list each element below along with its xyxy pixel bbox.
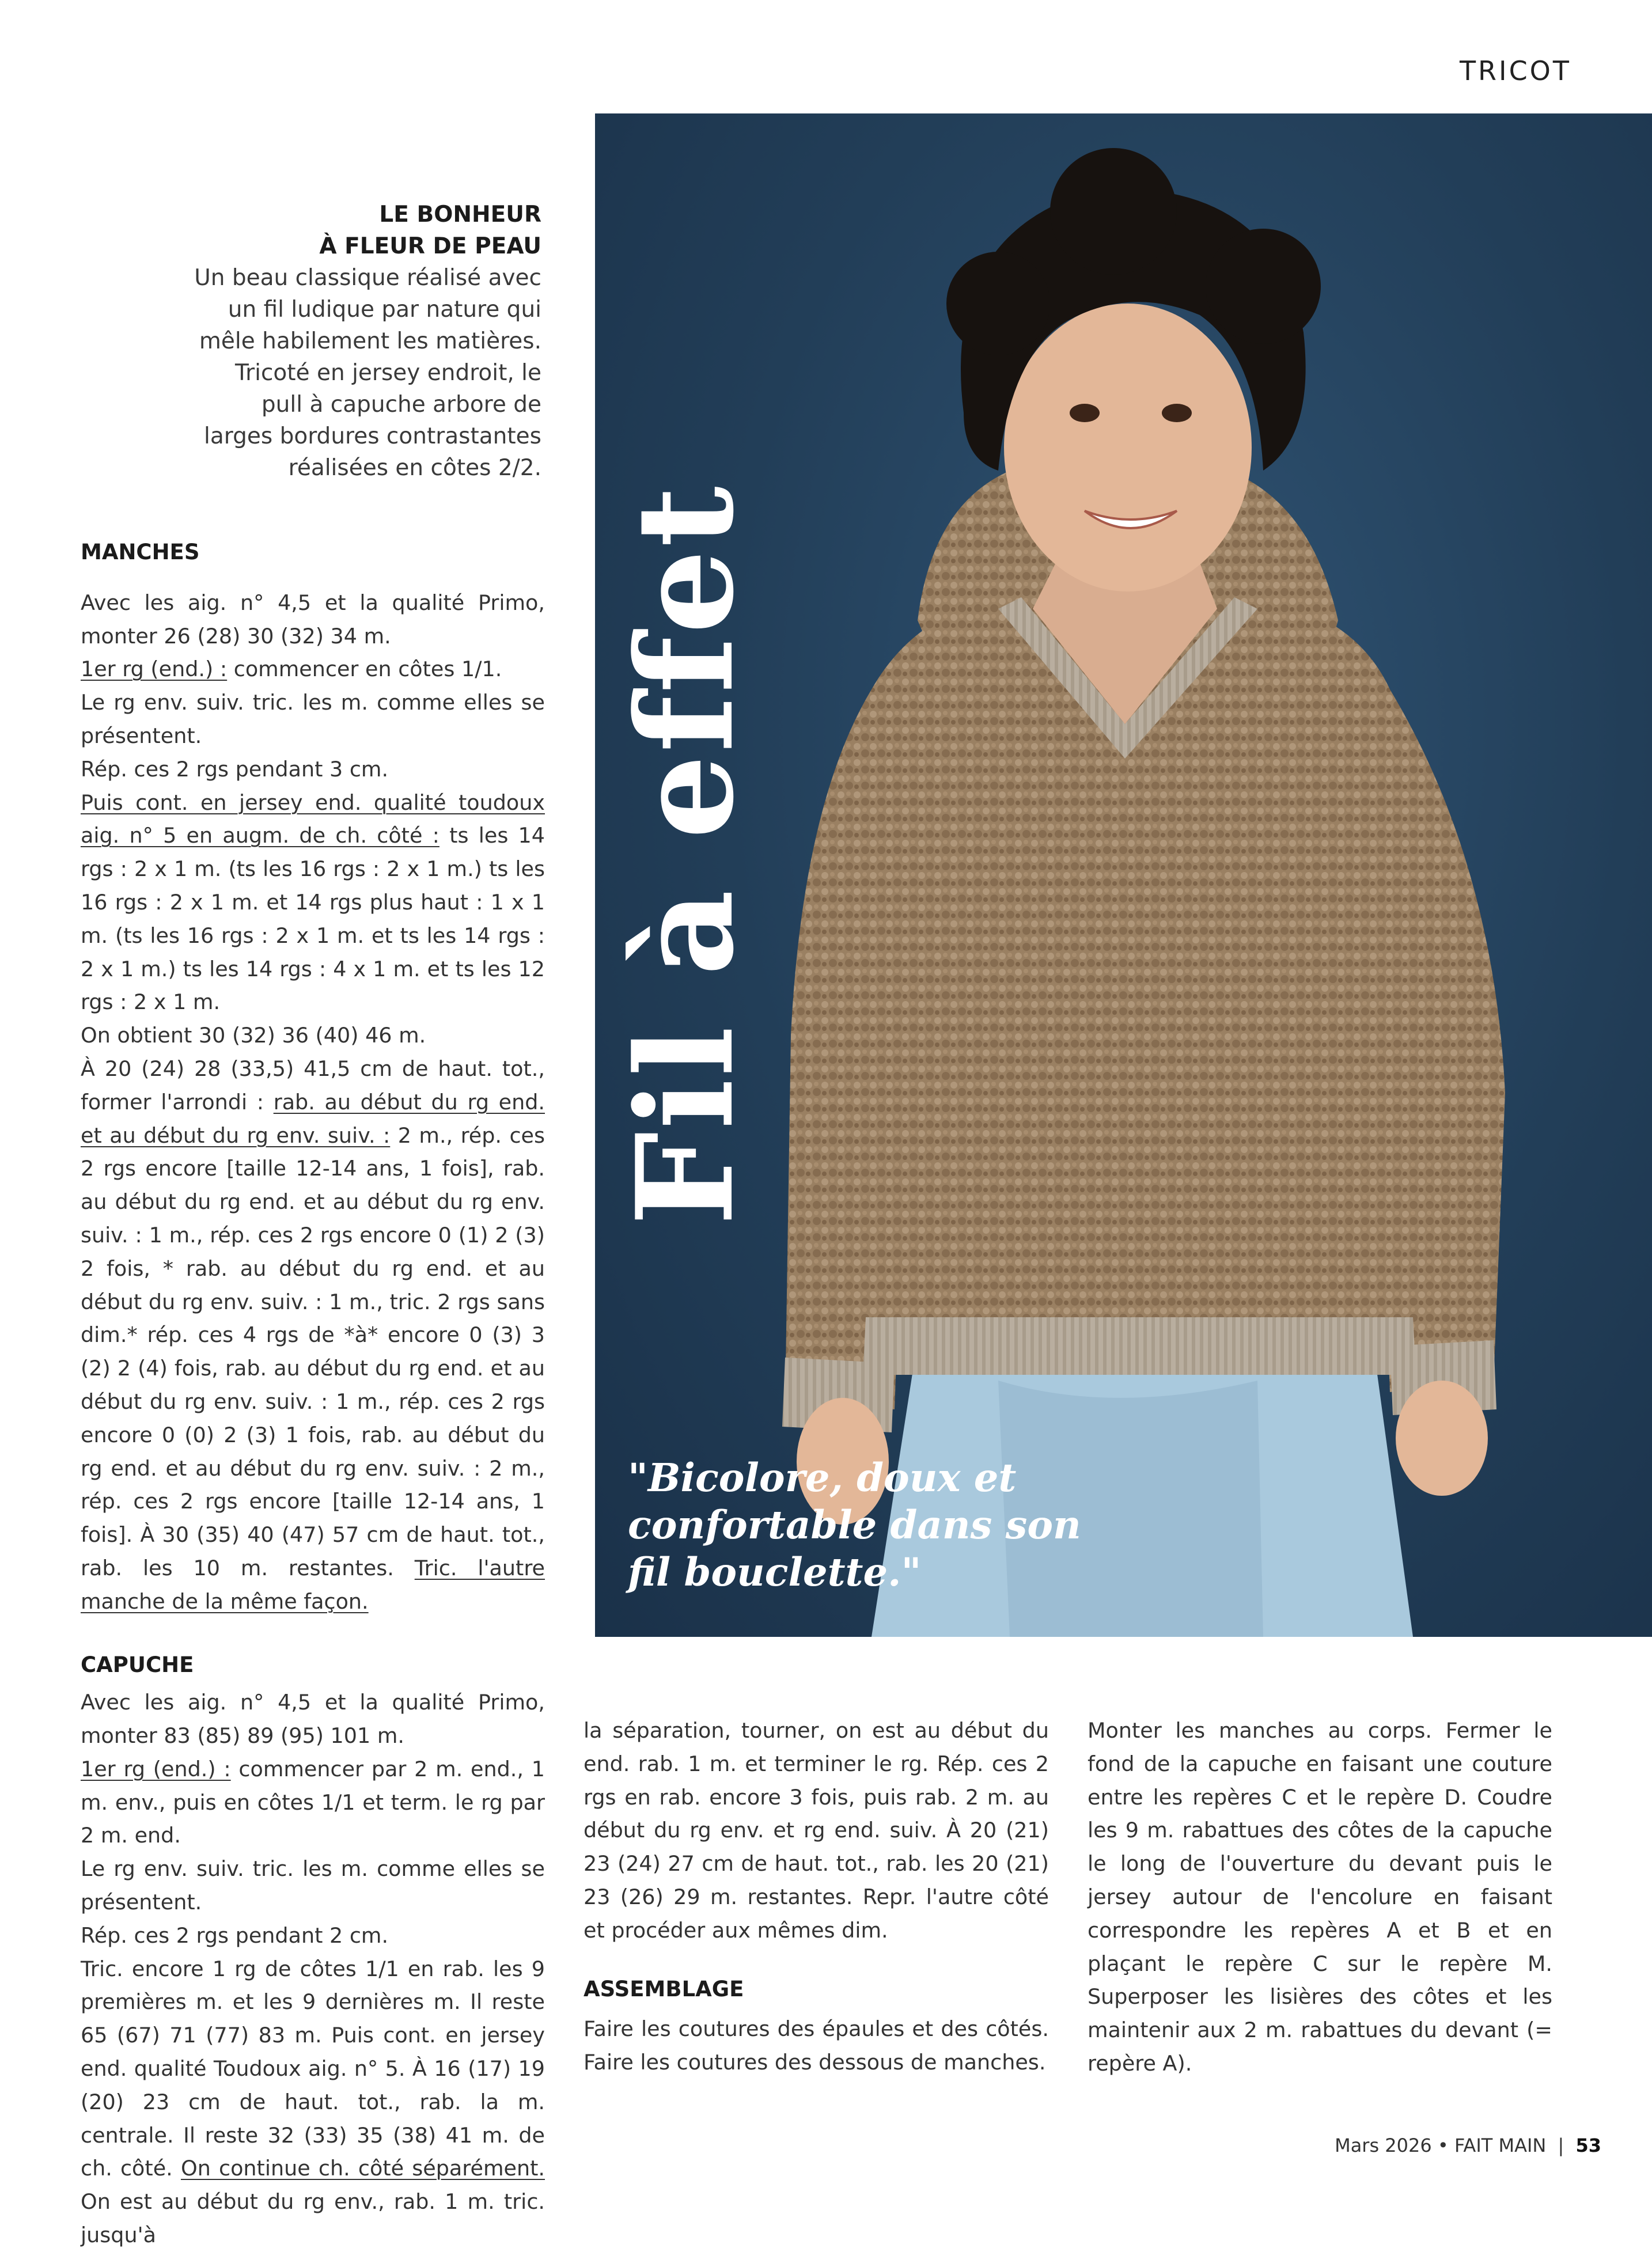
manches-p5-text: ts les 14 rgs : 2 x 1 m. (ts les 16 rgs : 2 x 1 m.) ts les 16 rgs : 2 x 1 m. et 14 rgs plus haut : 1 x 1 m. (ts les 16 rgs : 2 x 1 m. et ts les 14 rgs : 2 x 1 m.) ts les 14 rgs : 4 x 1 m. et ts les 12 rgs : 2 x 1 m. [81, 823, 545, 1015]
capuche-p2-text: commencer par 2 m. end., 1 m. env., puis en côtes 1/1 et term. le rg par 2 m. end. [81, 1756, 545, 1848]
manches-p2 [81, 653, 545, 686]
intro-heading-line2: À FLEUR DE PEAU [319, 233, 541, 259]
manches-p7-text-a: À 20 (24) 28 (33,5) 41,5 cm de haut. tot., former l'arrondi : [81, 1056, 545, 1114]
capuche-p5 [81, 1953, 545, 2252]
manches-p2-text: commencer en côtes 1/1. [227, 657, 502, 682]
photo-title: Fil à effet [608, 484, 763, 1226]
capuche-p2 [81, 1753, 545, 1852]
manches-p4: Rép. ces 2 rgs pendant 3 cm. [81, 756, 389, 782]
capuche-p5-underline: On continue ch. côté séparément. [180, 2156, 545, 2181]
manches-p7-text-b: 2 m., rép. ces 2 rgs encore [taille 12-14 ans, 1 fois], rab. au début du rg end. et au début du rg env. suiv. : 1 m., rép. ces 2 rgs encore 0 (1) 2 (3) 2 fois, * rab. au début du rg end. et au début du rg env. suiv. : 1 m., tric. 2 rgs sans dim.* rép. ces 4 rgs de *à* encore 0 (3) 3 (2) 2 (4) fois, rab. au début du rg end. et au début du rg env. suiv. : 1 m., rép. ces 2 rgs encore 0 (0) 2 (3) 1 fois, rab. au début du rg end. et au début du rg env. suiv. : 2 m., rép. ces 2 rgs encore [taille 12-14 ans, 1 fois]. À 30 (35) 40 (47) 57 cm de haut. tot., rab. les 10 m. restantes. [81, 1123, 545, 1580]
middle-p1: la séparation, tourner, on est au début du end. rab. 1 m. et terminer le rg. Rép. ces 2 rgs en rab. encore 3 fois, puis rab. 2 m. au début du rg env. et rg end. suiv. À 20 (21) 23 (24) 27 cm de haut. tot., rab. les 20 (21) 23 (26) 29 m. restantes. Repr. l'autre côté et procéder aux mêmes dim. [583, 1718, 1049, 1943]
capuche-p1: Avec les aig. n° 4,5 et la qualité Primo, monter 83 (85) 89 (95) 101 m. [81, 1690, 545, 1749]
intro-body: Un beau classique réalisé avec un fil ludique par nature qui mêle habilement les matières. Tricoté en jersey endroit, le pull à capuche arbore de larges bordures contrastantes réalisées en côtes 2/2. [194, 265, 541, 481]
capuche-p2-underline: 1er rg (end.) : [81, 1756, 231, 1781]
intro-heading-line1: LE BONHEUR [379, 202, 541, 228]
manches-p7 [81, 1052, 545, 1618]
capuche-p4: Rép. ces 2 rgs pendant 2 cm. [81, 1923, 389, 1948]
footer-date: Mars 2026 [1335, 2135, 1432, 2156]
capuche-heading: CAPUCHE [81, 1652, 194, 1677]
left-column [81, 536, 545, 2252]
footer-magazine: FAIT MAIN [1454, 2135, 1547, 2156]
assemblage-p1: Faire les coutures des épaules et des côtés. Faire les coutures des dessous de manches. [583, 2016, 1049, 2075]
intro-block [190, 199, 541, 484]
section-label: TRICOT [1459, 55, 1571, 86]
footer-separator: | [1558, 2135, 1564, 2156]
manches-p1: Avec les aig. n° 4,5 et la qualité Primo, monter 26 (28) 30 (32) 34 m. [81, 590, 545, 649]
manches-p2-underline: 1er rg (end.) : [81, 657, 228, 682]
manches-p6: On obtient 30 (32) 36 (40) 46 m. [81, 1023, 426, 1048]
right-column [1088, 1714, 1552, 2080]
middle-column [583, 1714, 1049, 2079]
capuche-p3: Le rg env. suiv. tric. les m. comme elles se présentent. [81, 1856, 545, 1915]
footer-bullet: • [1437, 2135, 1449, 2156]
manches-p5-underline: Puis cont. en jersey end. qualité toudoux aig. n° 5 en augm. de ch. côté : [81, 790, 545, 848]
page-footer [1335, 2135, 1601, 2156]
page-number: 53 [1575, 2135, 1601, 2156]
right-p1: Monter les manches au corps. Fermer le fond de la capuche en faisant une couture entre les repères C et le repère D. Coudre les 9 m. rabattues des côtes de la capuche le long de l'ouverture du devant puis le jersey autour de l'encolure en faisant correspondre les repères A et B et en plaçant le repère C sur le repère M. Superposer les lisières des côtes et les maintenir aux 2 m. rabattues du devant (= repère A). [1088, 1718, 1552, 2076]
capuche-p5-text: Tric. encore 1 rg de côtes 1/1 en rab. les 9 premières m. et les 9 dernières m. Il reste 65 (67) 71 (77) 83 m. Puis cont. en jersey end. qualité Toudoux aig. n° 5. À 16 (17) 19 (20) 23 cm de haut. tot., rab. la m. centrale. Il reste 32 (33) 35 (38) 41 m. de ch. côté. [81, 1956, 545, 2181]
manches-p3: Le rg env. suiv. tric. les m. comme elles se présentent. [81, 690, 545, 748]
assemblage-heading: ASSEMBLAGE [583, 1976, 744, 2001]
photo-quote: "Bicolore, doux et confortable dans son fil bouclette." [628, 1455, 1081, 1595]
manches-p7-underline: rab. au début du rg end. et au début du rg env. suiv. : [81, 1089, 545, 1148]
manches-p7-underline-2: Tric. l'autre manche de la même façon. [81, 1555, 545, 1614]
manches-p5 [81, 786, 545, 1019]
manches-heading: MANCHES [81, 540, 200, 564]
capuche-p5-text-b: On est au début du rg env., rab. 1 m. tric. jusqu'à [81, 2189, 545, 2248]
